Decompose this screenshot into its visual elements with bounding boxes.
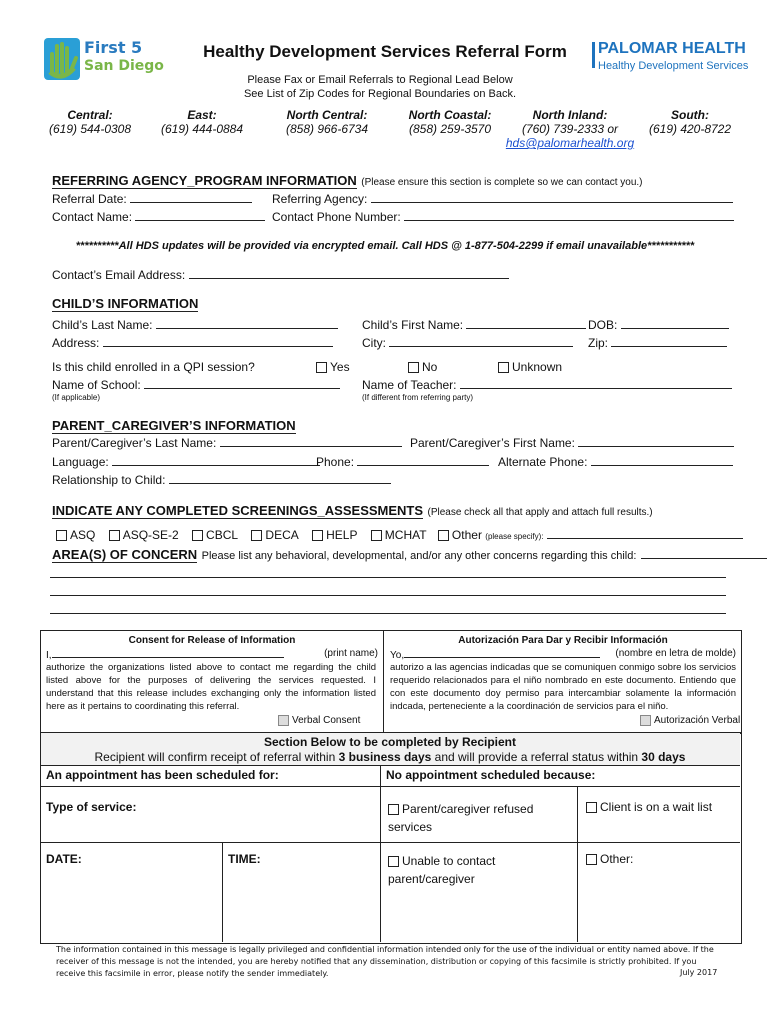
palomar-title: PALOMAR HEALTH — [598, 40, 746, 57]
consent-title-en: Consent for Release of Information — [128, 635, 296, 646]
city-field[interactable] — [389, 336, 573, 347]
language-field[interactable] — [112, 455, 320, 466]
other-checkbox[interactable] — [438, 530, 449, 541]
parent-first-name-field[interactable] — [578, 436, 734, 447]
parent-last-name-row: Parent/Caregiver’s Last Name: — [52, 436, 402, 450]
contact-name-field[interactable] — [135, 210, 265, 221]
asq-checkbox[interactable] — [56, 530, 67, 541]
qpi-no[interactable]: No — [408, 360, 437, 374]
deca-checkbox[interactable] — [251, 530, 262, 541]
row-divider-1 — [40, 765, 740, 766]
consent-nombre-field[interactable] — [404, 648, 600, 658]
confidentiality-footer: The information contained in this message is legally privileged and confidential information intended only for the use of the individual or entity named above. If the receiver of this message is not the intended, you are hereby notified that any dissemination, distribution or copying of this facsimile is strictly prohibited. If you receive this facsimile in error, please notify the sender immediately. — [56, 945, 714, 978]
palomar-subtitle: Healthy Development Services — [598, 60, 749, 72]
contact-email-row: Contact’s Email Address: — [52, 268, 509, 282]
encrypted-email-notice: **********All HDS updates will be provided via encrypted email. Call HDS @ 1-877-504-2299 if email unavailable*********** — [75, 240, 695, 252]
region-north-central: North Central: (858) 966-6734 — [285, 108, 369, 136]
contact-name-row: Contact Name: — [52, 210, 265, 224]
relationship-row: Relationship to Child: — [52, 473, 391, 487]
help-option[interactable]: HELP — [312, 528, 357, 542]
region-east: East: (619) 444-0884 — [160, 108, 244, 136]
qpi-yes[interactable]: Yes — [316, 360, 350, 374]
hds-email-link[interactable]: hds@palomarhealth.org — [505, 136, 635, 150]
other-option[interactable]: Other (please specify): — [438, 528, 544, 542]
footer-date: July 2017 — [680, 968, 718, 977]
zip-field[interactable] — [611, 336, 727, 347]
col-divider-left — [222, 842, 223, 942]
screenings-heading: INDICATE ANY COMPLETED SCREENINGS_ASSESSMENTS (Please check all that apply and attach full results.) — [52, 503, 653, 518]
other-recipient-option[interactable]: Other: — [586, 852, 633, 866]
screening-options — [56, 528, 743, 542]
contact-email-field[interactable] — [189, 268, 509, 279]
waitlist-checkbox[interactable] — [586, 802, 597, 813]
dob-field[interactable] — [621, 318, 729, 329]
row-divider-2 — [40, 786, 740, 787]
alt-phone-field[interactable] — [591, 455, 733, 466]
asq-se-2-checkbox[interactable] — [109, 530, 120, 541]
child-first-name-row: Child’s First Name: — [362, 318, 586, 332]
concern-heading: AREA(S) OF CONCERN Please list any behavioral, developmental, and/or any other concerns regarding this child: — [52, 546, 767, 564]
child-section-heading: CHILD’S INFORMATION — [52, 296, 199, 311]
concern-line-3[interactable] — [50, 594, 726, 596]
qpi-question: Is this child enrolled in a QPI session? — [52, 360, 255, 374]
concern-field-1[interactable] — [641, 548, 767, 559]
first5-text: First 5 — [84, 38, 143, 57]
subtitle-1: Please Fax or Email Referrals to Regional Lead Below — [247, 74, 513, 86]
waitlist-option[interactable]: Client is on a wait list — [586, 800, 712, 814]
language-row: Language: — [52, 455, 320, 469]
subtitle-2: See List of Zip Codes for Regional Boundaries on Back. — [243, 88, 517, 100]
child-last-name-row: Child’s Last Name: — [52, 318, 338, 332]
alt-phone-row: Alternate Phone: — [498, 455, 733, 469]
unable-option[interactable]: Unable to contact parent/caregiver — [388, 854, 496, 886]
col-divider-mid — [380, 765, 381, 942]
asq-option[interactable]: ASQ — [56, 528, 95, 542]
mchat-checkbox[interactable] — [371, 530, 382, 541]
consent-body-es: autorizo a las agencias indicadas que se comuniquen conmigo sobre los servicios requerido relacionados para el niño nombrado en este documento. Entiendo que con este documento doy permiso para intercambiar solamente la información indcada, perteneciente a la coordinación de servicios para el niño. — [390, 662, 736, 712]
consent-nombre-row: Yo, (nombre en letra de molde) — [390, 648, 736, 661]
deca-option[interactable]: DECA — [251, 528, 298, 542]
verbal-consent-checkbox[interactable] — [278, 715, 289, 726]
type-of-service-label: Type of service: — [46, 800, 137, 814]
refused-option[interactable]: Parent/caregiver refused services — [388, 802, 534, 834]
cbcl-option[interactable]: CBCL — [192, 528, 238, 542]
col-divider-right — [577, 787, 578, 942]
teacher-row: Name of Teacher: — [362, 378, 732, 392]
qpi-unknown[interactable]: Unknown — [498, 360, 562, 374]
parent-last-name-field[interactable] — [220, 436, 402, 447]
recipient-instructions: Recipient will confirm receipt of referral within 3 business days and will provide a referral status within 30 days — [94, 750, 686, 764]
row-divider-3 — [40, 842, 740, 843]
referral-date-field[interactable] — [130, 192, 252, 203]
date-label: DATE: — [46, 852, 82, 866]
appointment-label: An appointment has been scheduled for: — [46, 768, 279, 782]
if-different-note: (If different from referring party) — [362, 393, 473, 402]
yes-checkbox[interactable] — [316, 362, 327, 373]
contact-phone-row: Contact Phone Number: — [272, 210, 734, 224]
region-south: South: (619) 420-8722 — [648, 108, 732, 136]
child-last-name-field[interactable] — [156, 318, 338, 329]
refused-checkbox[interactable] — [388, 804, 399, 815]
zip-row: Zip: — [588, 336, 727, 350]
region-north-coastal: North Coastal: (858) 259-3570 — [408, 108, 492, 136]
recipient-heading: Section Below to be completed by Recipient — [263, 735, 517, 749]
other-specify-field[interactable] — [547, 528, 743, 539]
relationship-field[interactable] — [169, 473, 391, 484]
referring-agency-row: Referring Agency: — [272, 192, 733, 206]
consent-body-en: authorize the organizations listed above to contact me regarding the child listed above for the purposes of delivering the services requested. I understand that this release includes exchanging only the information listed here as it pertains to coordinating this referral. — [46, 662, 376, 712]
verbal-consent-es[interactable]: Autorización Verbal — [640, 715, 740, 726]
help-checkbox[interactable] — [312, 530, 323, 541]
consent-title-es: Autorización Para Dar y Recibir Información — [458, 635, 668, 646]
referring-section-heading: REFERRING AGENCY_PROGRAM INFORMATION (Please ensure this section is complete so we can contact you.) — [52, 173, 643, 188]
unknown-checkbox[interactable] — [498, 362, 509, 373]
parent-first-name-row: Parent/Caregiver’s First Name: — [410, 436, 734, 450]
if-applicable-note: (If applicable) — [52, 393, 101, 402]
unable-checkbox[interactable] — [388, 856, 399, 867]
contact-phone-field[interactable] — [404, 210, 734, 221]
mchat-option[interactable]: MCHAT — [371, 528, 427, 542]
no-checkbox[interactable] — [408, 362, 419, 373]
parent-section-heading: PARENT_CAREGIVER’S INFORMATION — [52, 418, 296, 433]
dob-row: DOB: — [588, 318, 729, 332]
teacher-field[interactable] — [460, 378, 732, 389]
cbcl-checkbox[interactable] — [192, 530, 203, 541]
consent-print-name-field[interactable] — [52, 648, 284, 658]
child-first-name-field[interactable] — [466, 318, 586, 329]
autorizacion-verbal-checkbox[interactable] — [640, 715, 651, 726]
address-field[interactable] — [103, 336, 333, 347]
no-appointment-label: No appointment scheduled because: — [386, 768, 596, 782]
san-diego-text: San Diego — [84, 58, 164, 74]
page-title: Healthy Development Services Referral Form — [203, 42, 567, 61]
city-row: City: — [362, 336, 573, 350]
time-label: TIME: — [228, 852, 261, 866]
school-row: Name of School: — [52, 378, 340, 392]
phone-row: Phone: — [316, 455, 489, 469]
school-field[interactable] — [144, 378, 340, 389]
verbal-consent[interactable]: Verbal Consent — [278, 715, 360, 726]
consent-divider — [383, 631, 384, 732]
consent-name-row: I, (print name) — [46, 648, 378, 661]
other-recipient-checkbox[interactable] — [586, 854, 597, 865]
referral-date-row: Referral Date: — [52, 192, 252, 206]
address-row: Address: — [52, 336, 333, 350]
referring-agency-field[interactable] — [371, 192, 733, 203]
asq-se-2-option[interactable]: ASQ-SE-2 — [109, 528, 179, 542]
phone-field[interactable] — [357, 455, 489, 466]
concern-line-2[interactable] — [50, 576, 726, 578]
region-north-inland: North Inland: (760) 739-2333 or hds@palomarhealth.org — [505, 108, 635, 150]
region-central: Central: (619) 544-0308 — [48, 108, 132, 136]
concern-line-4[interactable] — [50, 612, 726, 614]
